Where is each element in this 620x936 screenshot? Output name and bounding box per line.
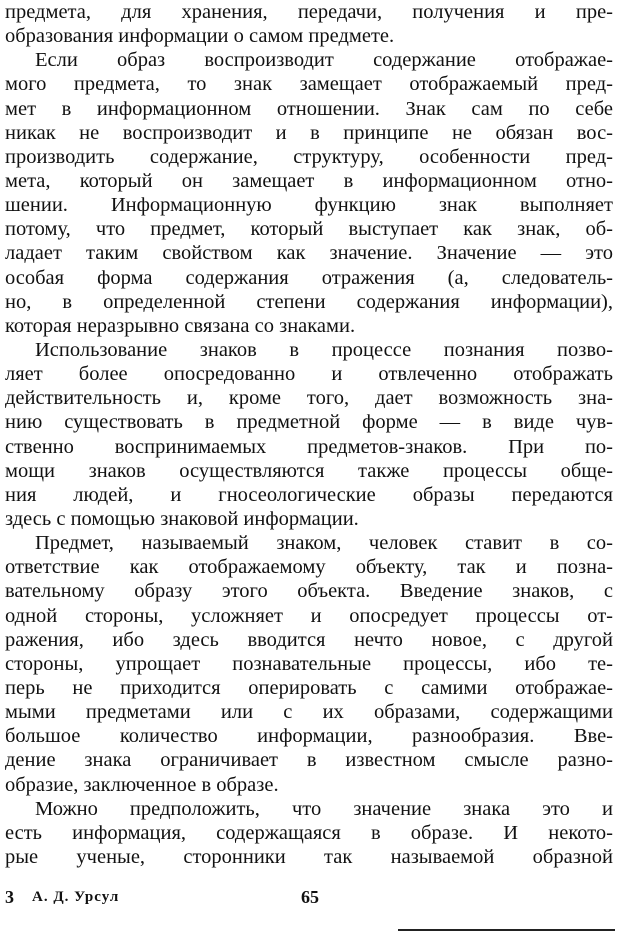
text-line: которая неразрывно связана со знаками. bbox=[5, 314, 356, 337]
text-line: Если образ воспроизводит содержание отображае- bbox=[35, 49, 613, 72]
text-line: но, в определенной степени содержания информации), bbox=[5, 290, 613, 313]
paragraph bbox=[5, 531, 613, 797]
text-line: стороны, упрощает познавательные процессы, ибо те- bbox=[5, 652, 613, 675]
text-line: есть информация, содержащаяся в образе. И некото- bbox=[5, 821, 613, 844]
page-body-text bbox=[5, 0, 613, 869]
signature-number: 3 bbox=[5, 887, 14, 907]
text-line: Использование знаков в процессе познания позво- bbox=[35, 338, 613, 361]
text-line: мет в информационном отношении. Знак сам по себе bbox=[5, 97, 613, 120]
text-line: образие, заключенное в образе. bbox=[5, 773, 279, 796]
text-line: потому, что предмет, который выступает как знак, об- bbox=[5, 218, 613, 241]
text-line: вательному образу этого объекта. Введение знаков, с bbox=[5, 580, 613, 603]
signature-author: А. Д. Урсул bbox=[32, 889, 120, 905]
text-line: шении. Информационную функцию знак выполняет bbox=[5, 194, 613, 217]
text-line: одной стороны, усложняет и опосредует процессы от- bbox=[5, 604, 613, 627]
text-line: нию существовать в предметной форме — в виде чув- bbox=[5, 411, 613, 434]
text-line: перь не приходится оперировать с самими отображае- bbox=[5, 676, 613, 699]
paragraph bbox=[5, 0, 613, 48]
text-line: ладает таким свойством как значение. Значение — это bbox=[5, 242, 613, 265]
text-line: ответствие как отображаемому объекту, так и позна- bbox=[5, 556, 613, 579]
text-line: особая форма содержания отражения (а, следователь- bbox=[5, 266, 613, 289]
paragraph bbox=[5, 48, 613, 338]
text-line: предмета, для хранения, передачи, получения и пре- bbox=[5, 1, 613, 23]
text-line: дение знака ограничивает в известном смысле разно- bbox=[5, 749, 613, 772]
footer-rule bbox=[398, 929, 615, 931]
text-line: мета, который он замещает в информационном отно- bbox=[5, 169, 613, 192]
paragraph bbox=[5, 338, 613, 531]
text-line: мыми предметами или с их образами, содержащими bbox=[5, 701, 613, 724]
text-line: Можно предположить, что значение знака это и bbox=[35, 797, 613, 820]
text-line: мого предмета, то знак замещает отображаемый пред- bbox=[5, 73, 613, 96]
page-footer bbox=[5, 887, 615, 917]
text-line: ражения, ибо здесь вводится нечто новое, с другой bbox=[5, 628, 613, 651]
text-line: действительность и, кроме того, дает возможность зна- bbox=[5, 387, 613, 410]
text-line: рые ученые, сторонники так называемой образной bbox=[5, 845, 613, 868]
text-line: большое количество информации, разнообразия. Вве- bbox=[5, 725, 613, 748]
text-line: мощи знаков осуществляются также процессы обще- bbox=[5, 459, 613, 482]
text-line: ственно воспринимаемых предметов-знаков. При по- bbox=[5, 435, 613, 458]
text-line: Предмет, называемый знаком, человек ставит в со- bbox=[35, 532, 613, 555]
text-line: ляет более опосредованно и отвлеченно отображать bbox=[5, 363, 613, 386]
text-line: ния людей, и гносеологические образы передаются bbox=[5, 483, 613, 506]
text-line: никак не воспроизводит и в принципе не обязан вос- bbox=[5, 121, 613, 144]
text-line: производить содержание, структуру, особенности пред- bbox=[5, 145, 613, 168]
text-line: здесь с помощью знаковой информации. bbox=[5, 507, 359, 530]
text-line: образования информации о самом предмете. bbox=[5, 25, 395, 48]
page-number: 65 bbox=[301, 887, 319, 907]
paragraph bbox=[5, 797, 613, 869]
